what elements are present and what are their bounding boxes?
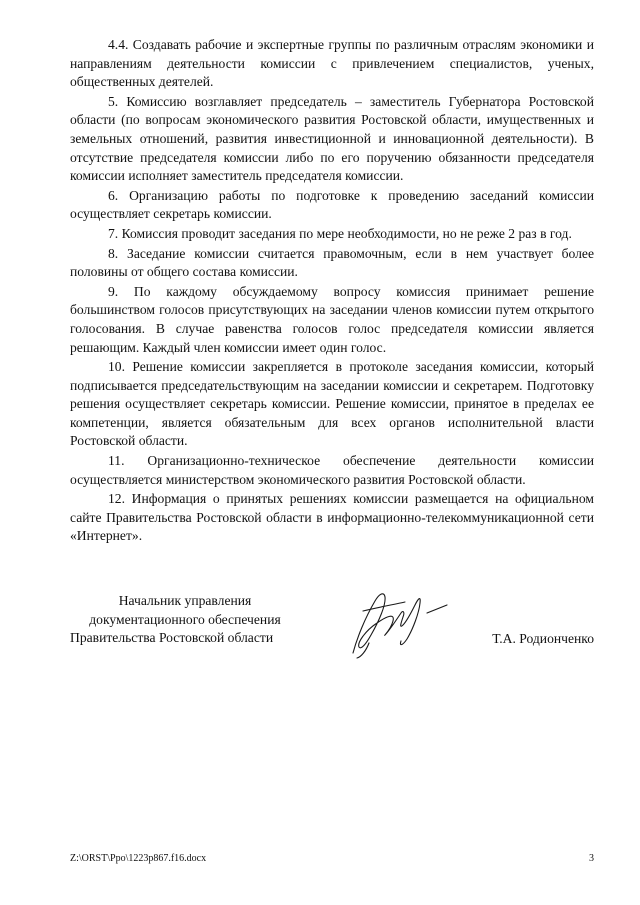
- signer-title-block: [70, 592, 300, 648]
- paragraph-5: 5. Комиссию возглавляет председатель – заместитель Губернатора Ростовской области (по вопросам экономического развития Ростовской области, имущественных и земельных отношений, развития инвестиционной и инновационной деятельности). В отсутствие председателя комиссии либо по его поручению обязанности председателя комиссии исполняет заместитель председателя комиссии.: [70, 93, 594, 184]
- paragraph-7: 7. Комиссия проводит заседания по мере необходимости, но не реже 2 раз в год.: [108, 225, 572, 241]
- paragraph-10: 10. Решение комиссии закрепляется в протоколе заседания комиссии, который подписывается председательствующим на заседании комиссии и секретарем. Подготовку решения осуществляет секретарь комиссии. Решение комиссии, принятое в пределах ее компетенции, является обязательным для всех органов исполнительной власти Ростовской области.: [70, 359, 594, 449]
- paragraph-8: 8. Заседание комиссии считается правомочным, если в нем участвует более половины от общего состава комиссии.: [70, 245, 594, 280]
- document-body: [70, 36, 594, 547]
- paragraph-12: 12. Информация о принятых решениях комиссии размещается на официальном сайте Правительства Ростовской области в информационно-телекоммуникационной сети «Интернет».: [70, 491, 594, 544]
- paragraph-11: 11. Организационно-техническое обеспечение деятельности комиссии осуществляется министерством экономического развития Ростовской области.: [70, 453, 594, 487]
- handwritten-signature: [335, 583, 450, 661]
- paragraph-6: 6. Организацию работы по подготовке к проведению заседаний комиссии осуществляет секретарь комиссии.: [70, 187, 594, 222]
- paragraph-4-4: 4.4. Создавать рабочие и экспертные группы по различным отраслям экономики и направлениям деятельности комиссии с привлечением специалистов, ученых, общественных деятелей.: [70, 37, 594, 90]
- signer-title-line: Начальник управления: [118, 593, 252, 608]
- page-number: 3: [589, 853, 594, 864]
- signer-name: Т.А. Родионченко: [492, 631, 594, 646]
- paragraph-9: 9. По каждому обсуждаемому вопросу комиссия принимает решение большинством голосов присутствующих на заседании членов комиссии путем открытого голосования. В случае равенства голосов голос председателя комиссии является решающим. Каждый член комиссии имеет один голос.: [70, 283, 594, 355]
- signer-title-line: Правительства Ростовской области: [70, 630, 274, 646]
- file-path: Z:\ORST\Ppo\1223p867.f16.docx: [70, 853, 207, 864]
- signer-title-line: документационного обеспечения: [89, 611, 281, 627]
